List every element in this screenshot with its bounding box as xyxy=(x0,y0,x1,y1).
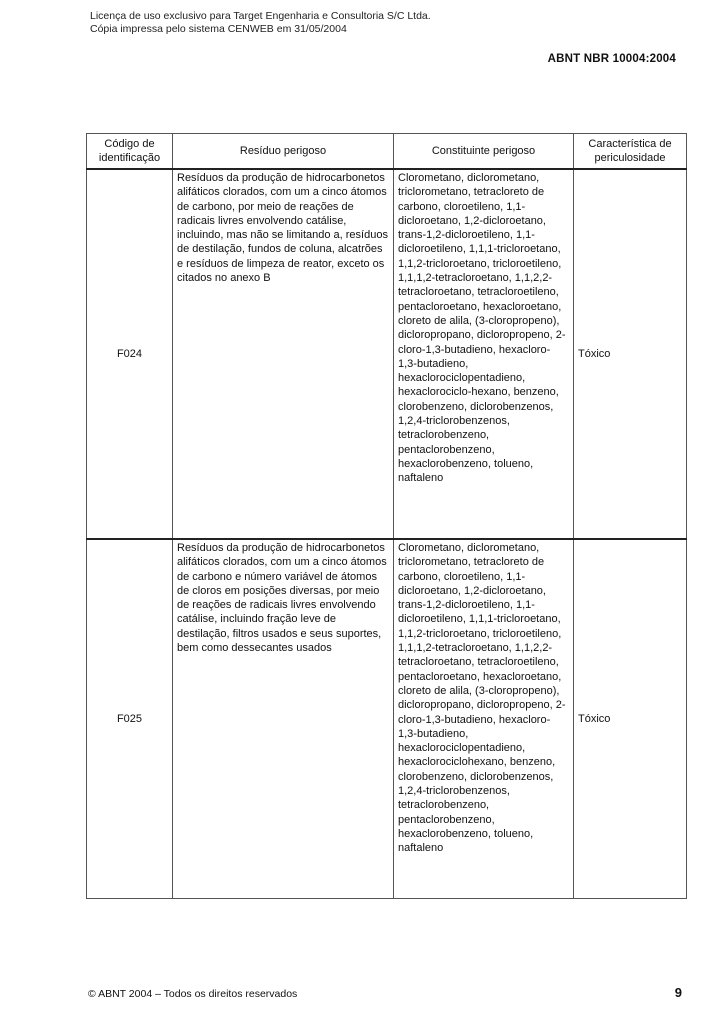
header-constituent: Constituinte perigoso xyxy=(394,134,574,170)
table-row xyxy=(87,539,687,899)
hazardous-constituents: Clorometano, diclorometano, triclorometano, tetracloreto de carbono, cloroetileno, 1,1-dicloroetano, 1,2-dicloroetano, trans-1,2-dicloroetileno, 1,1-dicloroetileno, 1,1,1-tricloroetano, 1,1,2-tricloroetano, tricloroetileno, 1,1,1,2-tetracloroetano, 1,1,2,2-tetracloroetano, tetracloroetileno, pentacloroetano, hexacloroetano, cloreto de alila, (3-cloropropeno), dicloropropano, dicloropropeno, 2-cloro-1,3-butadieno, hexacloro-1,3-butadieno, hexaclorociclopentadieno, hexaclorociclo-hexano, benzeno, clorobenzeno, diclorobenzenos, 1,2,4-triclorobenzenos, tetraclorobenzeno, pentaclorobenzeno, hexaclorobenzeno, tolueno, naftaleno xyxy=(394,169,574,539)
standard-code: ABNT NBR 10004:2004 xyxy=(547,53,676,65)
license-line-2: Cópia impressa pelo sistema CENWEB em 31/05/2004 xyxy=(90,23,347,35)
hazard-characteristic: Tóxico xyxy=(574,169,687,539)
hazard-characteristic: Tóxico xyxy=(574,539,687,899)
page-number: 9 xyxy=(674,985,682,1000)
waste-code: F025 xyxy=(87,539,173,899)
header-characteristic: Característica de periculosidade xyxy=(574,134,687,170)
hazardous-constituents: Clorometano, diclorometano, triclorometano, tetracloreto de carbono, cloroetileno, 1,1-dicloroetano, 1,2-dicloroetano, trans-1,2-dicloroetileno, 1,1-dicloroetileno, 1,1,1-tricloroetano, 1,1,2-tricloroetano, tricloroetileno, 1,1,1,2-tetracloroetano, 1,1,2,2-tetracloroetano, tetracloroetileno, pentacloroetano, hexacloroetano, cloreto de alila, (3-cloropropeno), dicloropropano, dicloropropeno, 2-cloro-1,3-butadieno, hexacloro-1,3-butadieno, hexaclorociclopentadieno, hexaclorociclohexano, benzeno, clorobenzeno, diclorobenzenos, 1,2,4-triclorobenzenos, tetraclorobenzeno, pentaclorobenzeno, hexaclorobenzeno, tolueno, naftaleno xyxy=(394,539,574,899)
header-code: Código de identificação xyxy=(87,134,173,170)
header-residue: Resíduo perigoso xyxy=(173,134,394,170)
license-notice xyxy=(90,10,431,36)
table-row xyxy=(87,169,687,539)
copyright-notice: © ABNT 2004 – Todos os direitos reservados xyxy=(88,988,298,1000)
license-line-1: Licença de uso exclusivo para Target Engenharia e Consultoria S/C Ltda. xyxy=(90,10,431,22)
residue-description: Resíduos da produção de hidrocarbonetos alifáticos clorados, com um a cinco átomos de carbono, por meio de reações de radicais livres envolvendo catálise, incluindo, mas não se limitando a, resíduos de destilação, fundos de coluna, alcatrões e resíduos de limpeza de reator, exceto os citados no anexo B xyxy=(173,169,394,539)
table-header-row xyxy=(87,134,687,170)
waste-code: F024 xyxy=(87,169,173,539)
residue-description: Resíduos da produção de hidrocarbonetos alifáticos clorados, com um a cinco átomos de carbono e número variável de átomos de cloros em posições diversas, por meio de reações de radicais livres envolvendo catálise, incluindo fração leve de destilação, filtros usados e seus suportes, bem como dessecantes usados xyxy=(173,539,394,899)
hazardous-waste-table xyxy=(86,133,687,899)
